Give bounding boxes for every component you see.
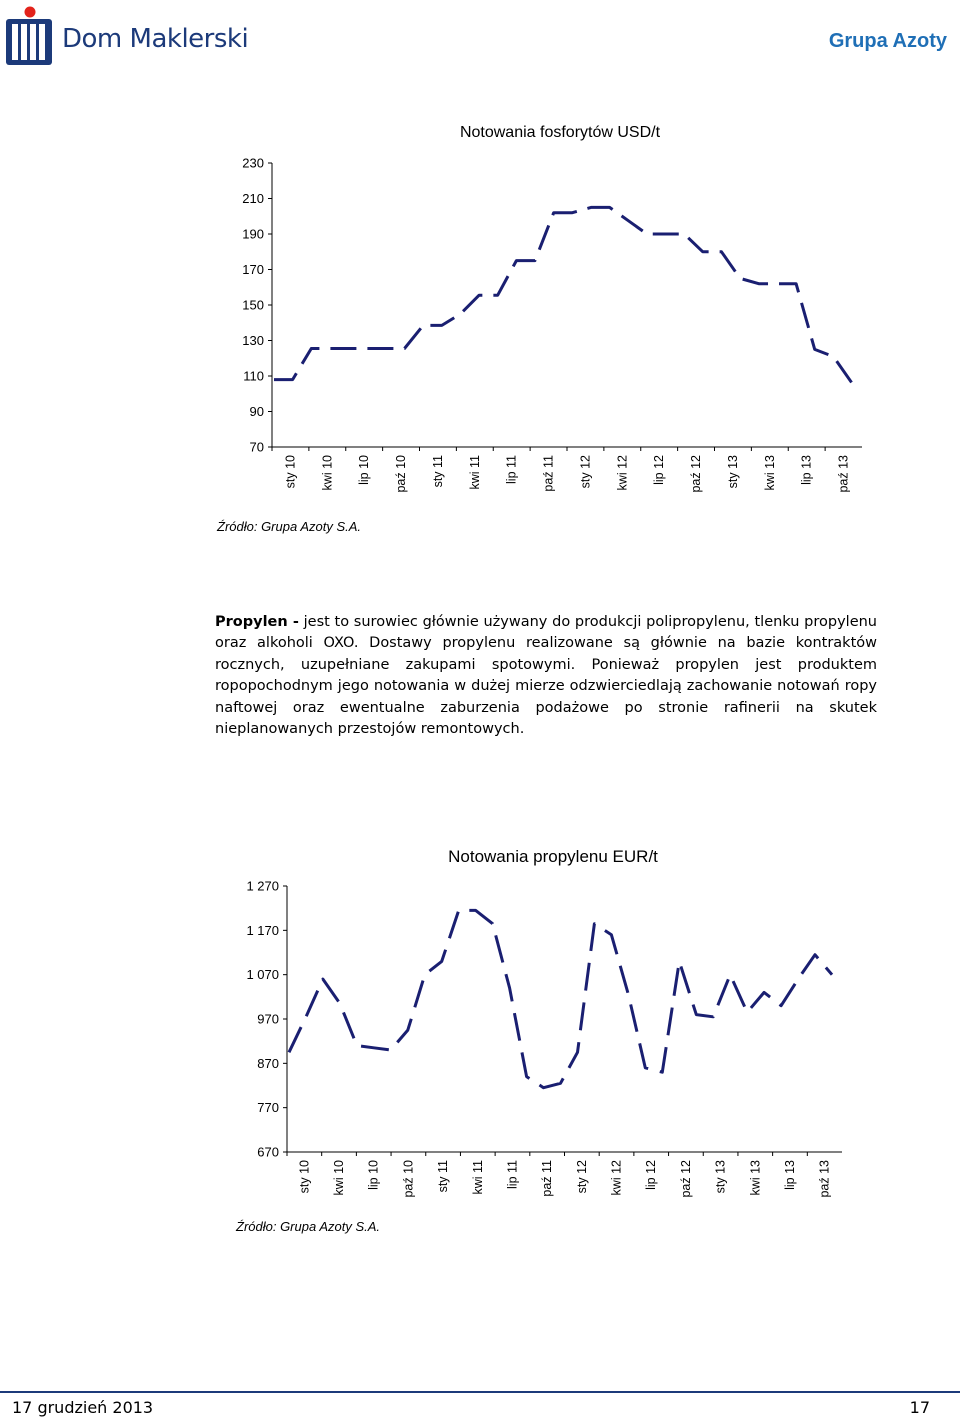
page-number: 17 <box>909 1398 930 1417</box>
propylene-y-tick-label: 970 <box>257 1011 279 1027</box>
phosphate-x-tick-label: paź 10 <box>394 455 409 493</box>
propylene-price-chart <box>0 830 960 1210</box>
phosphate-y-tick-label: 150 <box>242 297 264 313</box>
phosphate-x-tick-label: sty 10 <box>283 455 298 489</box>
phosphate-x-tick-label: paź 13 <box>836 455 851 493</box>
propylene-x-tick-label: paź 11 <box>540 1160 555 1197</box>
phosphate-x-tick-label: lip 10 <box>357 455 372 485</box>
phosphate-y-tick-label: 90 <box>249 404 264 419</box>
propylene-series-line <box>289 910 832 1087</box>
footer-date: 17 grudzień 2013 <box>12 1398 154 1417</box>
propylene-x-tick-label: kwi 12 <box>609 1160 624 1196</box>
phosphate-y-tick-label: 170 <box>242 262 264 277</box>
brand-name: Dom Maklerski <box>62 24 249 54</box>
propylene-y-tick-label: 770 <box>257 1100 279 1116</box>
phosphate-y-tick-label: 210 <box>242 191 264 206</box>
propylene-y-tick-label: 670 <box>257 1144 279 1160</box>
chart1-source: Źródło: Grupa Azoty S.A. <box>217 519 362 534</box>
propylene-y-tick-label: 1 270 <box>246 878 279 894</box>
propylene-description <box>215 612 877 740</box>
propylene-y-tick-label: 1 170 <box>246 922 279 938</box>
phosphate-x-tick-label: lip 12 <box>652 455 667 485</box>
propylene-x-tick-label: kwi 13 <box>748 1160 763 1196</box>
phosphate-x-tick-label: kwi 11 <box>467 455 482 490</box>
phosphate-title: Notowania fosforytów USD/t <box>459 124 661 141</box>
propylene-x-tick-label: lip 11 <box>505 1160 520 1189</box>
propylene-x-tick-label: kwi 10 <box>332 1160 347 1196</box>
company-name: Grupa Azoty <box>828 30 947 52</box>
propylene-x-tick-label: lip 13 <box>782 1160 797 1190</box>
propylene-y-tick-label: 870 <box>257 1055 279 1071</box>
paragraph-lead: Propylen - <box>215 614 299 630</box>
phosphate-x-tick-label: paź 12 <box>689 455 704 493</box>
phosphate-y-tick-label: 130 <box>242 333 264 348</box>
chart2-source: Źródło: Grupa Azoty S.A. <box>236 1219 381 1234</box>
phosphate-y-tick-label: 70 <box>249 439 264 455</box>
phosphate-x-tick-label: kwi 10 <box>320 455 335 491</box>
propylene-x-tick-label: paź 10 <box>401 1160 416 1198</box>
pko-logo-icon <box>4 4 54 66</box>
phosphate-x-tick-label: lip 11 <box>504 455 519 484</box>
phosphate-x-tick-label: sty 12 <box>578 455 593 489</box>
phosphate-series-line <box>274 207 852 383</box>
propylene-x-tick-label: kwi 11 <box>470 1160 485 1195</box>
phosphate-x-tick-label: sty 13 <box>725 455 740 489</box>
phosphate-price-chart <box>0 110 960 620</box>
phosphate-y-tick-label: 190 <box>242 226 264 242</box>
propylene-x-tick-label: paź 12 <box>678 1160 693 1198</box>
propylene-y-tick-label: 1 070 <box>246 967 279 983</box>
footer-divider <box>0 1391 960 1393</box>
phosphate-x-tick-label: sty 11 <box>430 455 445 488</box>
phosphate-x-tick-label: paź 11 <box>541 455 556 492</box>
phosphate-y-tick-label: 230 <box>242 155 264 171</box>
propylene-x-tick-label: sty 11 <box>436 1160 451 1193</box>
phosphate-y-tick-label: 110 <box>243 368 264 384</box>
propylene-x-tick-label: sty 13 <box>713 1160 728 1194</box>
phosphate-x-tick-label: lip 13 <box>799 455 814 485</box>
propylene-x-tick-label: lip 12 <box>644 1160 659 1190</box>
phosphate-x-tick-label: kwi 12 <box>615 455 630 491</box>
paragraph-body: jest to surowiec głównie używany do produkcji polipropylenu, tlenku propylenu oraz alkoholi OXO. Dostawy propylenu realizowane są głównie na bazie kontraktów rocznych, uzupełniane zakupami spotowymi. Ponieważ propylen jest produktem ropopochodnym jego notowania w dużej mierze odzwierciedlają zachowanie notowań ropy naftowej oraz ewentualne zaburzenia podażowe po stronie rafinerii na skutek nieplanowanych przestojów remontowych. <box>215 614 877 738</box>
phosphate-x-tick-label: kwi 13 <box>762 455 777 491</box>
propylene-x-tick-label: sty 10 <box>297 1160 312 1194</box>
propylene-x-tick-label: sty 12 <box>574 1160 589 1194</box>
propylene-x-tick-label: lip 10 <box>366 1160 381 1190</box>
propylene-x-tick-label: paź 13 <box>817 1160 832 1198</box>
propylene-title: Notowania propylenu EUR/t <box>448 847 658 866</box>
